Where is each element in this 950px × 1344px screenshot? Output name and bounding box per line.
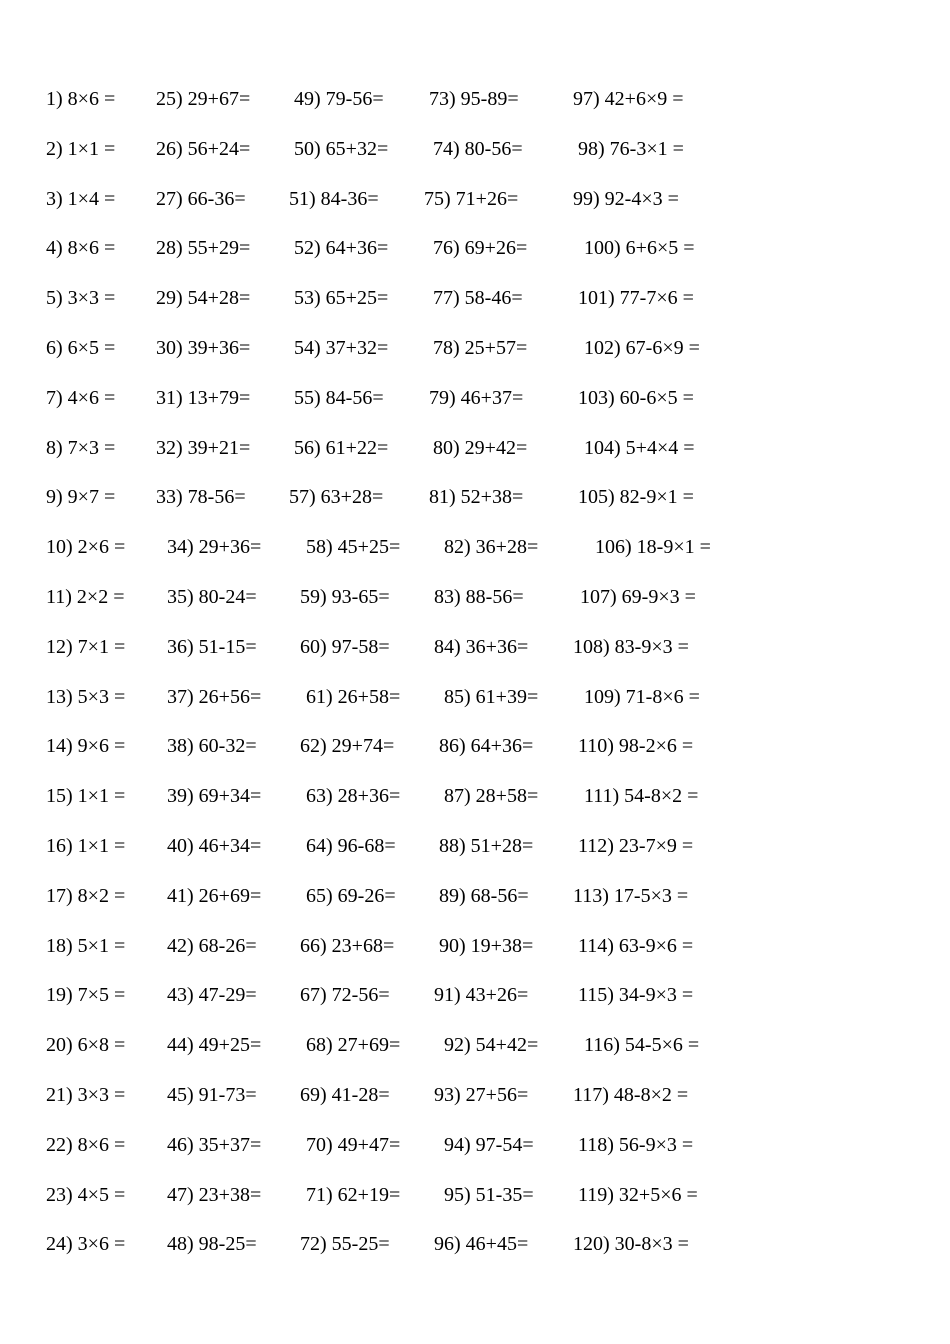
math-problem: 59) 93-65= <box>300 586 390 608</box>
math-problem: 66) 23+68= <box>300 934 395 957</box>
problem-row <box>0 980 950 1010</box>
math-problem: 1) 8×6 = <box>46 88 116 110</box>
math-problem: 28) 55+29= <box>156 237 251 260</box>
math-problem: 43) 47-29= <box>167 984 257 1007</box>
math-problem: 29) 54+28= <box>156 287 251 310</box>
math-problem: 3) 1×4 = <box>46 187 116 210</box>
math-problem: 37) 26+56= <box>167 685 262 708</box>
problem-row <box>0 781 950 811</box>
math-problem: 120) 30-8×3 = <box>573 1233 689 1256</box>
math-problem: 68) 27+69= <box>306 1034 401 1057</box>
math-problem: 7) 4×6 = <box>46 386 116 409</box>
problem-row <box>0 433 950 463</box>
math-problem: 87) 28+58= <box>444 785 539 808</box>
problem-row <box>0 1030 950 1060</box>
math-problem: 63) 28+36= <box>306 785 401 808</box>
math-problem: 86) 64+36= <box>439 735 534 758</box>
math-problem: 58) 45+25= <box>306 536 401 559</box>
math-problem: 117) 48-8×2 = <box>573 1084 689 1106</box>
math-problem: 34) 29+36= <box>167 536 262 559</box>
math-problem: 48) 98-25= <box>167 1233 257 1256</box>
math-problem: 54) 37+32= <box>294 337 389 359</box>
problem-row <box>0 632 950 662</box>
math-problem: 106) 18-9×1 = <box>595 536 711 559</box>
problem-row <box>0 134 950 164</box>
math-problem: 33) 78-56= <box>156 486 246 509</box>
math-problem: 83) 88-56= <box>434 586 524 608</box>
math-problem: 21) 3×3 = <box>46 1084 126 1106</box>
math-problem: 36) 51-15= <box>167 635 257 658</box>
math-problem: 40) 46+34= <box>167 835 262 857</box>
problem-row <box>0 682 950 712</box>
math-problem: 14) 9×6 = <box>46 735 126 758</box>
math-problem: 4) 8×6 = <box>46 237 116 260</box>
math-problem: 49) 79-56= <box>294 88 384 110</box>
math-problem: 50) 65+32= <box>294 137 389 160</box>
math-problem: 94) 97-54= <box>444 1133 534 1156</box>
math-problem: 65) 69-26= <box>306 884 396 907</box>
problem-row <box>0 931 950 961</box>
math-problem: 8) 7×3 = <box>46 436 116 459</box>
math-problem: 95) 51-35= <box>444 1183 534 1206</box>
math-problem: 105) 82-9×1 = <box>578 486 694 509</box>
math-problem: 60) 97-58= <box>300 635 390 658</box>
math-problem: 101) 77-7×6 = <box>578 287 694 310</box>
problem-row <box>0 582 950 612</box>
math-problem: 72) 55-25= <box>300 1233 390 1256</box>
math-problem: 47) 23+38= <box>167 1183 262 1206</box>
math-problem: 84) 36+36= <box>434 635 529 658</box>
problem-row <box>0 233 950 263</box>
math-problem: 116) 54-5×6 = <box>584 1034 700 1057</box>
problem-row <box>0 84 950 114</box>
math-problem: 115) 34-9×3 = <box>578 984 694 1007</box>
math-problem: 23) 4×5 = <box>46 1183 126 1206</box>
problem-row <box>0 283 950 313</box>
math-problem: 30) 39+36= <box>156 337 251 359</box>
math-problem: 112) 23-7×9 = <box>578 835 694 857</box>
problem-row <box>0 1229 950 1259</box>
math-problem: 97) 42+6×9 = <box>573 88 684 110</box>
math-problem: 39) 69+34= <box>167 785 262 808</box>
math-problem: 103) 60-6×5 = <box>578 386 694 409</box>
math-problem: 17) 8×2 = <box>46 884 126 907</box>
math-problem: 119) 32+5×6 = <box>578 1183 698 1206</box>
math-problem: 67) 72-56= <box>300 984 390 1007</box>
math-problem: 15) 1×1 = <box>46 785 126 808</box>
math-problem: 62) 29+74= <box>300 735 395 758</box>
math-problem: 55) 84-56= <box>294 386 384 409</box>
math-problem: 79) 46+37= <box>429 386 524 409</box>
math-problem: 46) 35+37= <box>167 1133 262 1156</box>
math-problem: 32) 39+21= <box>156 436 251 459</box>
math-problem: 78) 25+57= <box>433 337 528 359</box>
math-problem: 53) 65+25= <box>294 287 389 310</box>
math-problem: 22) 8×6 = <box>46 1133 126 1156</box>
math-problem: 19) 7×5 = <box>46 984 126 1007</box>
math-problem: 114) 63-9×6 = <box>578 934 694 957</box>
math-problem: 77) 58-46= <box>433 287 523 310</box>
math-problem: 75) 71+26= <box>424 187 519 210</box>
math-problem: 56) 61+22= <box>294 436 389 459</box>
math-problem: 12) 7×1 = <box>46 635 126 658</box>
math-problem: 9) 9×7 = <box>46 486 116 509</box>
math-problem: 5) 3×3 = <box>46 287 116 310</box>
problem-row <box>0 333 950 363</box>
math-problem: 108) 83-9×3 = <box>573 635 689 658</box>
math-problem: 25) 29+67= <box>156 88 251 110</box>
math-problem: 26) 56+24= <box>156 137 251 160</box>
math-problem: 73) 95-89= <box>429 88 519 110</box>
math-problem: 61) 26+58= <box>306 685 401 708</box>
math-problem: 76) 69+26= <box>433 237 528 260</box>
math-problem: 104) 5+4×4 = <box>584 436 695 459</box>
math-problem: 52) 64+36= <box>294 237 389 260</box>
math-problem: 96) 46+45= <box>434 1233 529 1256</box>
math-problem: 74) 80-56= <box>433 137 523 160</box>
problem-row <box>0 532 950 562</box>
problem-row <box>0 482 950 512</box>
math-problem: 51) 84-36= <box>289 187 379 210</box>
problem-row <box>0 1130 950 1160</box>
math-problem: 80) 29+42= <box>433 436 528 459</box>
math-problem: 110) 98-2×6 = <box>578 735 694 758</box>
math-problem: 102) 67-6×9 = <box>584 337 700 359</box>
math-problem: 20) 6×8 = <box>46 1034 126 1057</box>
math-problem: 91) 43+26= <box>434 984 529 1007</box>
math-problem: 31) 13+79= <box>156 386 251 409</box>
math-problem: 109) 71-8×6 = <box>584 685 700 708</box>
problem-row <box>0 881 950 911</box>
math-problem: 35) 80-24= <box>167 586 257 608</box>
math-problem: 88) 51+28= <box>439 835 534 857</box>
math-problem: 10) 2×6 = <box>46 536 126 559</box>
math-problem: 45) 91-73= <box>167 1084 257 1106</box>
math-problem: 2) 1×1 = <box>46 137 116 160</box>
math-problem: 64) 96-68= <box>306 835 396 857</box>
math-problem: 107) 69-9×3 = <box>580 586 696 608</box>
math-problem: 44) 49+25= <box>167 1034 262 1057</box>
problem-row <box>0 383 950 413</box>
problem-row <box>0 831 950 861</box>
problem-row <box>0 1080 950 1110</box>
math-problem: 11) 2×2 = <box>46 586 125 608</box>
math-problem: 92) 54+42= <box>444 1034 539 1057</box>
math-problem: 13) 5×3 = <box>46 685 126 708</box>
math-problem: 100) 6+6×5 = <box>584 237 695 260</box>
math-problem: 18) 5×1 = <box>46 934 126 957</box>
math-problem: 99) 92-4×3 = <box>573 187 679 210</box>
math-problem: 71) 62+19= <box>306 1183 401 1206</box>
math-problem: 16) 1×1 = <box>46 835 126 857</box>
problem-row <box>0 731 950 761</box>
math-problem: 111) 54-8×2 = <box>584 785 699 808</box>
math-problem: 70) 49+47= <box>306 1133 401 1156</box>
problem-row <box>0 1180 950 1210</box>
math-problem: 98) 76-3×1 = <box>578 137 684 160</box>
math-problem: 81) 52+38= <box>429 486 524 509</box>
math-problem: 42) 68-26= <box>167 934 257 957</box>
math-problem: 38) 60-32= <box>167 735 257 758</box>
problem-row <box>0 184 950 214</box>
math-problem: 82) 36+28= <box>444 536 539 559</box>
math-problem: 118) 56-9×3 = <box>578 1133 694 1156</box>
math-problem: 27) 66-36= <box>156 187 246 210</box>
math-problem: 113) 17-5×3 = <box>573 884 689 907</box>
math-problem: 57) 63+28= <box>289 486 384 509</box>
math-problem: 24) 3×6 = <box>46 1233 126 1256</box>
math-problem: 90) 19+38= <box>439 934 534 957</box>
math-problem: 69) 41-28= <box>300 1084 390 1106</box>
math-problem: 85) 61+39= <box>444 685 539 708</box>
math-problem: 93) 27+56= <box>434 1084 529 1106</box>
math-problem: 6) 6×5 = <box>46 337 116 359</box>
math-problem: 89) 68-56= <box>439 884 529 907</box>
math-problem: 41) 26+69= <box>167 884 262 907</box>
